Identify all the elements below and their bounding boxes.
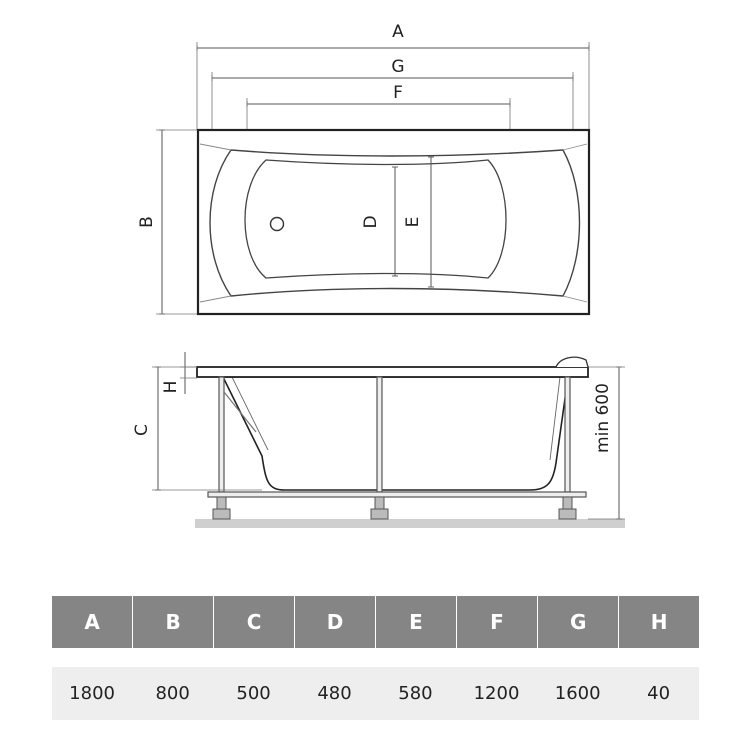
dimensions-table [52, 596, 699, 720]
label-min-600: min 600 [593, 383, 613, 453]
label-b: B [137, 216, 157, 228]
table-header-cell: G [537, 596, 618, 648]
label-e: E [403, 216, 423, 228]
table-value-cell: 1600 [537, 667, 618, 720]
floor [195, 519, 625, 528]
table-spacer-row [52, 648, 699, 667]
table-value-cell: 580 [375, 667, 456, 720]
dimension-b [137, 130, 198, 314]
tub-rim [197, 367, 588, 377]
table-header-cell: D [294, 596, 375, 648]
label-c: C [132, 424, 152, 436]
table-header-cell: C [213, 596, 294, 648]
top-view [137, 22, 589, 314]
label-a: A [392, 22, 404, 42]
table-header-cell: A [52, 596, 132, 648]
table-header-cell: F [456, 596, 537, 648]
side-view [132, 352, 625, 528]
table-value-cell: 800 [132, 667, 213, 720]
table-header-cell: B [132, 596, 213, 648]
tub-body-profile [223, 377, 568, 490]
table-value-cell: 500 [213, 667, 294, 720]
table-value-cell: 480 [294, 667, 375, 720]
label-g: G [391, 57, 405, 77]
label-h: H [161, 380, 181, 394]
table-value-cell: 1800 [52, 667, 132, 720]
label-d: D [361, 215, 381, 229]
table-header-cell: H [618, 596, 699, 648]
table-header-cell: E [375, 596, 456, 648]
label-f: F [393, 83, 403, 103]
table-header-row [52, 596, 699, 648]
table-value-row [52, 667, 699, 720]
adjustable-feet [213, 497, 576, 519]
dimension-min-height [588, 367, 625, 519]
dimension-h [161, 352, 197, 394]
table-value-cell: 1200 [456, 667, 537, 720]
drain-icon [271, 218, 284, 231]
table-value-cell: 40 [618, 667, 699, 720]
